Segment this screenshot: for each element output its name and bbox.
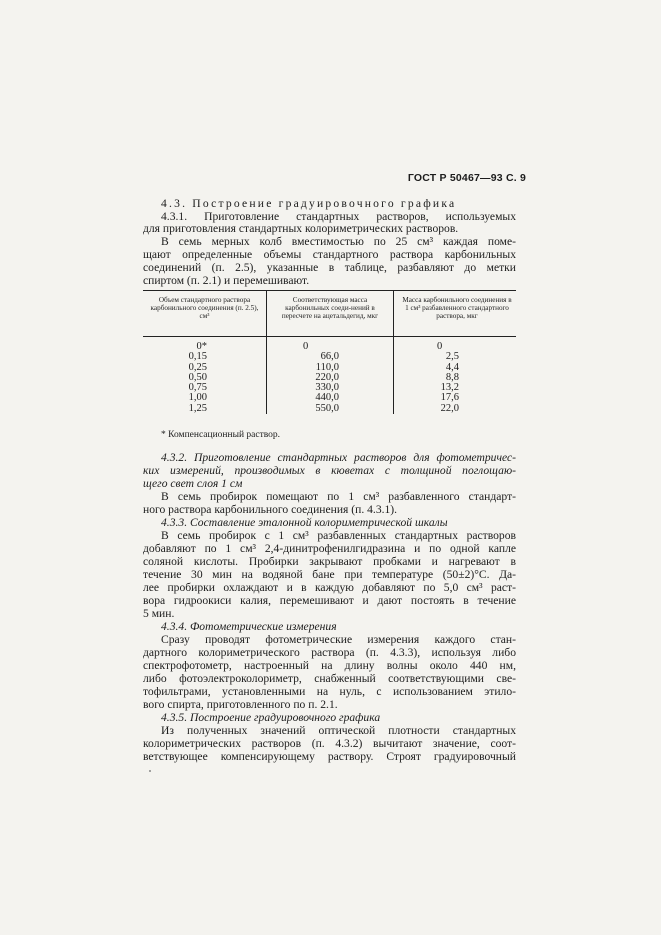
para-433-line-2: добавляют по 1 см³ 2,4-динитрофенилгидразина и по одной капле bbox=[143, 542, 516, 555]
table-cell: 1,25 bbox=[188, 402, 207, 414]
para-431-line-4: щают определенные объемы стандартного раствора карбонильных bbox=[143, 248, 516, 261]
table-top-border bbox=[143, 290, 516, 291]
para-432-body-line-1: В семь пробирок помещают по 1 см³ разбавленного стандарт- bbox=[161, 490, 516, 503]
para-434-line-5: тофильтрами, установленными на нуль, с использованием этило- bbox=[143, 685, 516, 698]
para-433-line-3: соляной кислоты. Пробирки закрывают пробками и нагревают в bbox=[143, 555, 516, 568]
page-header: ГОСТ Р 50467—93 С. 9 bbox=[407, 172, 526, 184]
para-433-title: 4.3.3. Составление эталонной колориметрической шкалы bbox=[161, 516, 448, 529]
para-433-line-6: вора гидроокиси калия, перемешивают и дают постоять в течение bbox=[143, 594, 516, 607]
para-434-line-6: вого спирта, приготовленного по п. 2.1. bbox=[143, 698, 338, 711]
table-cell: 330,0 bbox=[315, 382, 339, 394]
table-cell: 0* bbox=[196, 341, 207, 352]
table-cell: 0 bbox=[303, 341, 309, 352]
para-431-line-6: спиртом (п. 2.1) и перемешивают. bbox=[143, 274, 310, 287]
para-433-line-7: 5 мин. bbox=[143, 607, 175, 620]
table-cell: 2,5 bbox=[445, 351, 459, 363]
para-432-body-line-2: ного раствора карбонильного соединения (п. 4.3.1). bbox=[143, 503, 398, 516]
para-435-line-3: ветствующее компенсирующему раствору. Строят градуировочный bbox=[143, 750, 516, 763]
para-433-line-1: В семь пробирок с 1 см³ разбавленных стандартных растворов bbox=[161, 529, 516, 542]
table-cell: 1,00 bbox=[188, 392, 207, 404]
para-432-title-line-3: щего свет слоя 1 см bbox=[143, 477, 243, 490]
table-cell: 550,0 bbox=[315, 402, 339, 414]
para-431-line-5: соединений (п. 2.5), указанные в таблице, разбавляют до метки bbox=[143, 261, 516, 274]
table-divider-1 bbox=[266, 290, 267, 414]
table-cell: 13,2 bbox=[440, 382, 459, 394]
table-footnote: * Компенсационный раствор. bbox=[161, 430, 281, 440]
para-434-title: 4.3.4. Фотометрические измерения bbox=[161, 620, 337, 633]
para-435-line-1: Из полученных значений оптической плотности стандартных bbox=[161, 724, 516, 737]
para-435-title: 4.3.5. Построение градуировочного графика bbox=[161, 711, 381, 724]
table-col-concentration bbox=[437, 342, 459, 414]
para-432-title-line-1: 4.3.2. Приготовление стандартных растворов для фотометричес- bbox=[161, 451, 516, 464]
table-col-volume bbox=[183, 342, 207, 414]
table-cell: 220,0 bbox=[315, 371, 339, 383]
table-cell: 110,0 bbox=[315, 361, 339, 373]
calibration-table bbox=[143, 290, 516, 414]
table-header-concentration: Масса карбонильного соединения в 1 см³ разбавленного стандартного раствора, мкг bbox=[402, 296, 512, 321]
table-cell: 440,0 bbox=[315, 392, 339, 404]
para-432-title-line-2: ких измерений, производимых в кюветах с толщиной поглощаю- bbox=[143, 464, 516, 477]
table-cell: 0,25 bbox=[188, 361, 207, 373]
para-433-line-5: лее пробирки охлаждают и в каждую добавляют по 5,0 см³ раст- bbox=[143, 581, 516, 594]
table-cell: 4,4 bbox=[445, 361, 459, 373]
table-cell: 17,6 bbox=[440, 392, 459, 404]
table-col-mass bbox=[303, 342, 339, 414]
table-cell: 0 bbox=[437, 341, 443, 352]
para-431-line-1: 4.3.1. Приготовление стандартных растворов, используемых bbox=[161, 210, 516, 223]
table-cell: 0,75 bbox=[188, 382, 207, 394]
para-434-line-4: либо фотоэлектроколориметр, снабженный соответствующими све- bbox=[143, 672, 516, 685]
table-cell: 22,0 bbox=[440, 402, 459, 414]
table-cell: 0,50 bbox=[188, 371, 207, 383]
para-435-line-2: колориметрических растворов (п. 4.3.2) вычитают значение, соот- bbox=[143, 737, 516, 750]
scan-speck bbox=[149, 770, 151, 772]
table-header-volume: Объем стандартного раствора карбонильного соединения (п. 2.5), см³ bbox=[150, 296, 259, 321]
para-433-line-4: течение 30 мин на водяной бане при температуре (50±2)°С. Да- bbox=[143, 568, 516, 581]
table-header-mass: Соответствующая масса карбонильных соеди-нений в пересчете на ацетальдегид, мкг bbox=[281, 296, 379, 321]
para-431-line-2: для приготовления стандартных колориметрических растворов. bbox=[143, 222, 459, 235]
para-434-line-2: дартного колориметрического раствора (п. 4.3.3), используя либо bbox=[143, 646, 516, 659]
para-434-line-3: спектрофотометр, настроенный на длину волны около 440 нм, bbox=[143, 659, 516, 672]
section-title: 4.3. Построение градуировочного графика bbox=[161, 197, 457, 210]
table-cell: 8,8 bbox=[445, 371, 459, 383]
table-divider-2 bbox=[393, 290, 394, 414]
table-cell: 66,0 bbox=[320, 351, 339, 363]
table-cell: 0,15 bbox=[188, 351, 207, 363]
table-header-border bbox=[143, 336, 516, 337]
para-434-line-1: Сразу проводят фотометрические измерения каждого стан- bbox=[161, 633, 516, 646]
para-431-line-3: В семь мерных колб вместимостью по 25 см³ каждая поме- bbox=[161, 235, 516, 248]
